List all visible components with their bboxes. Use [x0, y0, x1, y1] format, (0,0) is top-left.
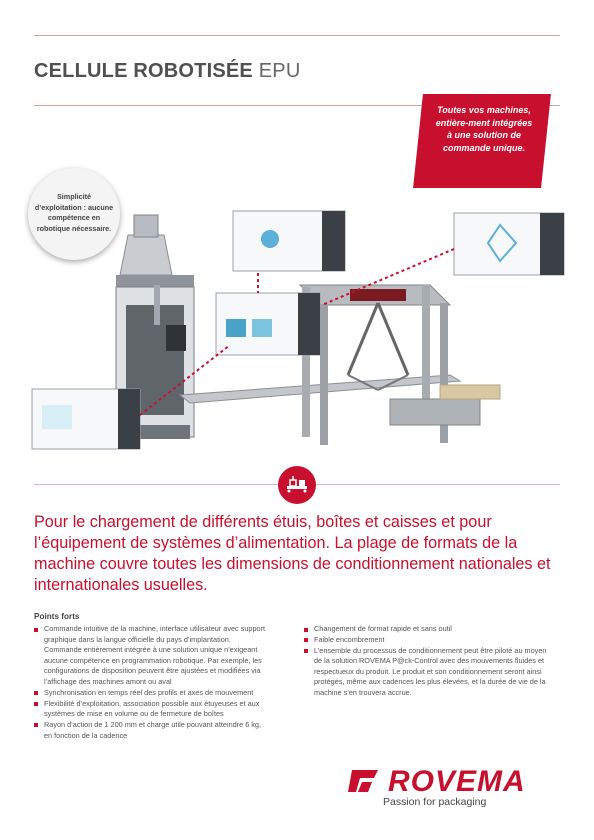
rovema-logo: [348, 762, 562, 796]
list-item: L’ensemble du processus de conditionnement peut être piloté au moyen de la solution ROVEMA P@ck-Control avec des mouvements fluides et respectueux du produit. Le produit et son conditionnement seront ainsi protégés, même aux cadences les plus élevées, et la durée de vie de la machine s’en trouvera accrue.: [304, 646, 552, 699]
callout-red-text: Toutes vos machines, entière-ment intégrées à une solution de commande unique.: [435, 105, 533, 153]
hmi-screen-left: [32, 389, 140, 449]
list-item: Rayon d’action de 1 200 mm et charge utile pouvant atteindre 6 kg, en fonction de la cadence: [34, 720, 266, 741]
strengths-title: Points forts: [34, 612, 80, 621]
callout-grey-text: Simplicité d’exploitation : aucune compétence en robotique nécessaire.: [34, 192, 114, 233]
intro-paragraph: Pour le chargement de différents étuis, boîtes et caisses et pour l’équipement de systèmes d’alimentation. La plage de formats de la machine couvre toutes les dimensions de conditionnement nationales et internationales usuelles.: [34, 513, 551, 594]
icon-glyph: [278, 466, 316, 504]
strengths-list-left: [34, 624, 266, 741]
hmi-screen-upper-right: [454, 213, 564, 275]
list-item: Changement de format rapide et sans outil: [304, 624, 552, 635]
hmi-screen-center: [216, 293, 320, 355]
strengths-list-right: [304, 624, 552, 699]
brand-tagline: Passion for packaging: [383, 796, 487, 808]
list-item: Flexibilité d’exploitation, association possible aux étuyeuses et aux systèmes de mise en volume ou de fermeture de boîtes: [34, 699, 266, 720]
top-rule: [34, 35, 560, 36]
page-title: [34, 60, 300, 83]
list-item: Synchronisation en temps réel des profils et axes de mouvement: [34, 688, 266, 699]
list-item: Commande intuitive de la machine, interface utilisateur avec support graphique dans la langue officielle du pays d’implantation. Commande entièrement intégrée à une solution unique n’exigeant aucune compétence en programmation robotique. Par exemple, les configurations de disposition peuvent être ajustées et modifiées via l’affichage des machines amont ou aval: [34, 624, 266, 688]
title-light: EPU: [258, 60, 301, 82]
hmi-screen-upper-left: [233, 211, 345, 271]
title-bold: CELLULE ROBOTISÉE: [34, 60, 253, 82]
robot-cell: [300, 285, 500, 445]
conveyor-robot-icon: [278, 466, 316, 504]
brand-name: ROVEMA: [388, 765, 526, 796]
list-item: Faible encombrement: [304, 635, 552, 646]
